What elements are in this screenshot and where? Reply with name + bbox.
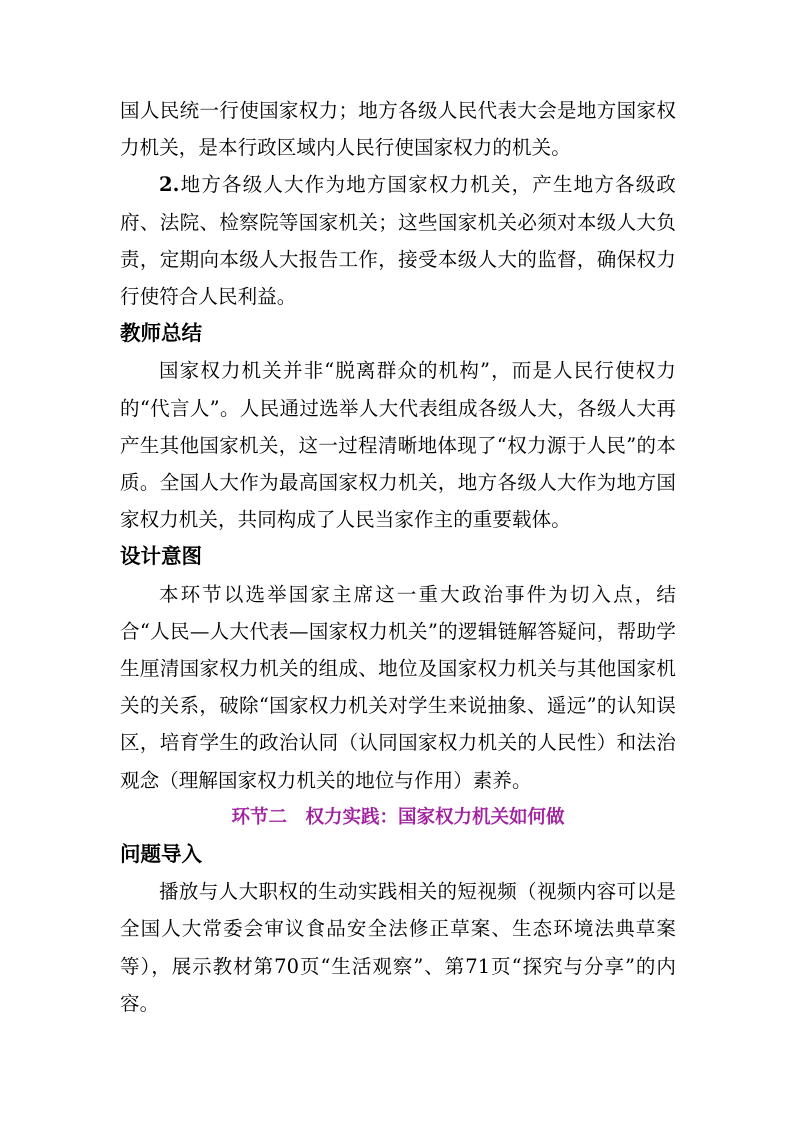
heading-design-intent: 设计意图: [120, 544, 202, 569]
heading-teacher-summary: 教师总结: [120, 321, 202, 346]
point-2-text: 地方各级人大作为地方国家权力机关，产生地方各级政府、法院、检察院等国家机关；这些国家机关必须对本级人大负责，定期向本级人大报告工作，接受本级人大的监督，确保权力行使符合人民利益。: [120, 173, 676, 309]
paragraph-question-intro: 播放与人大职权的生动实践相关的短视频（视频内容可以是全国人大常委会审议食品安全法修正草案、生态环境法典草案等），展示教材第70页“生活观察”、第71页“探究与分享”的内容。: [120, 880, 676, 1015]
paragraph-teacher-summary: 国家权力机关并非“脱离群众的机构”，而是人民行使权力的“代言人”。人民通过选举人大代表组成各级人大，各级人大再产生其他国家机关，这一过程清晰地体现了“权力源于人民”的本质。全国人大作为最高国家权力机关，地方各级人大作为地方国家权力机关，共同构成了人民当家作主的重要载体。: [120, 359, 676, 532]
paragraph-continued: 国人民统一行使国家权力；地方各级人民代表大会是地方国家权力机关，是本行政区域内人民行使国家权力的机关。: [120, 99, 676, 160]
document-page: [120, 92, 676, 1022]
section-title-stage-2: 环节二 权力实践：国家权力机关如何做: [231, 806, 565, 828]
paragraph-design-intent: 本环节以选举国家主席这一重大政治事件为切入点，结合“人民—人大代表—国家权力机关”的逻辑链解答疑问，帮助学生厘清国家权力机关的组成、地位及国家权力机关与其他国家机关的关系，破除“国家权力机关对学生来说抽象、遥远”的认知误区，培育学生的政治认同（认同国家权力机关的人民性）和法治观念（理解国家权力机关的地位与作用）素养。: [120, 582, 676, 792]
paragraph-point-2: [120, 166, 676, 315]
point-number: 2.: [159, 173, 180, 197]
heading-question-intro: 问题导入: [120, 842, 202, 867]
